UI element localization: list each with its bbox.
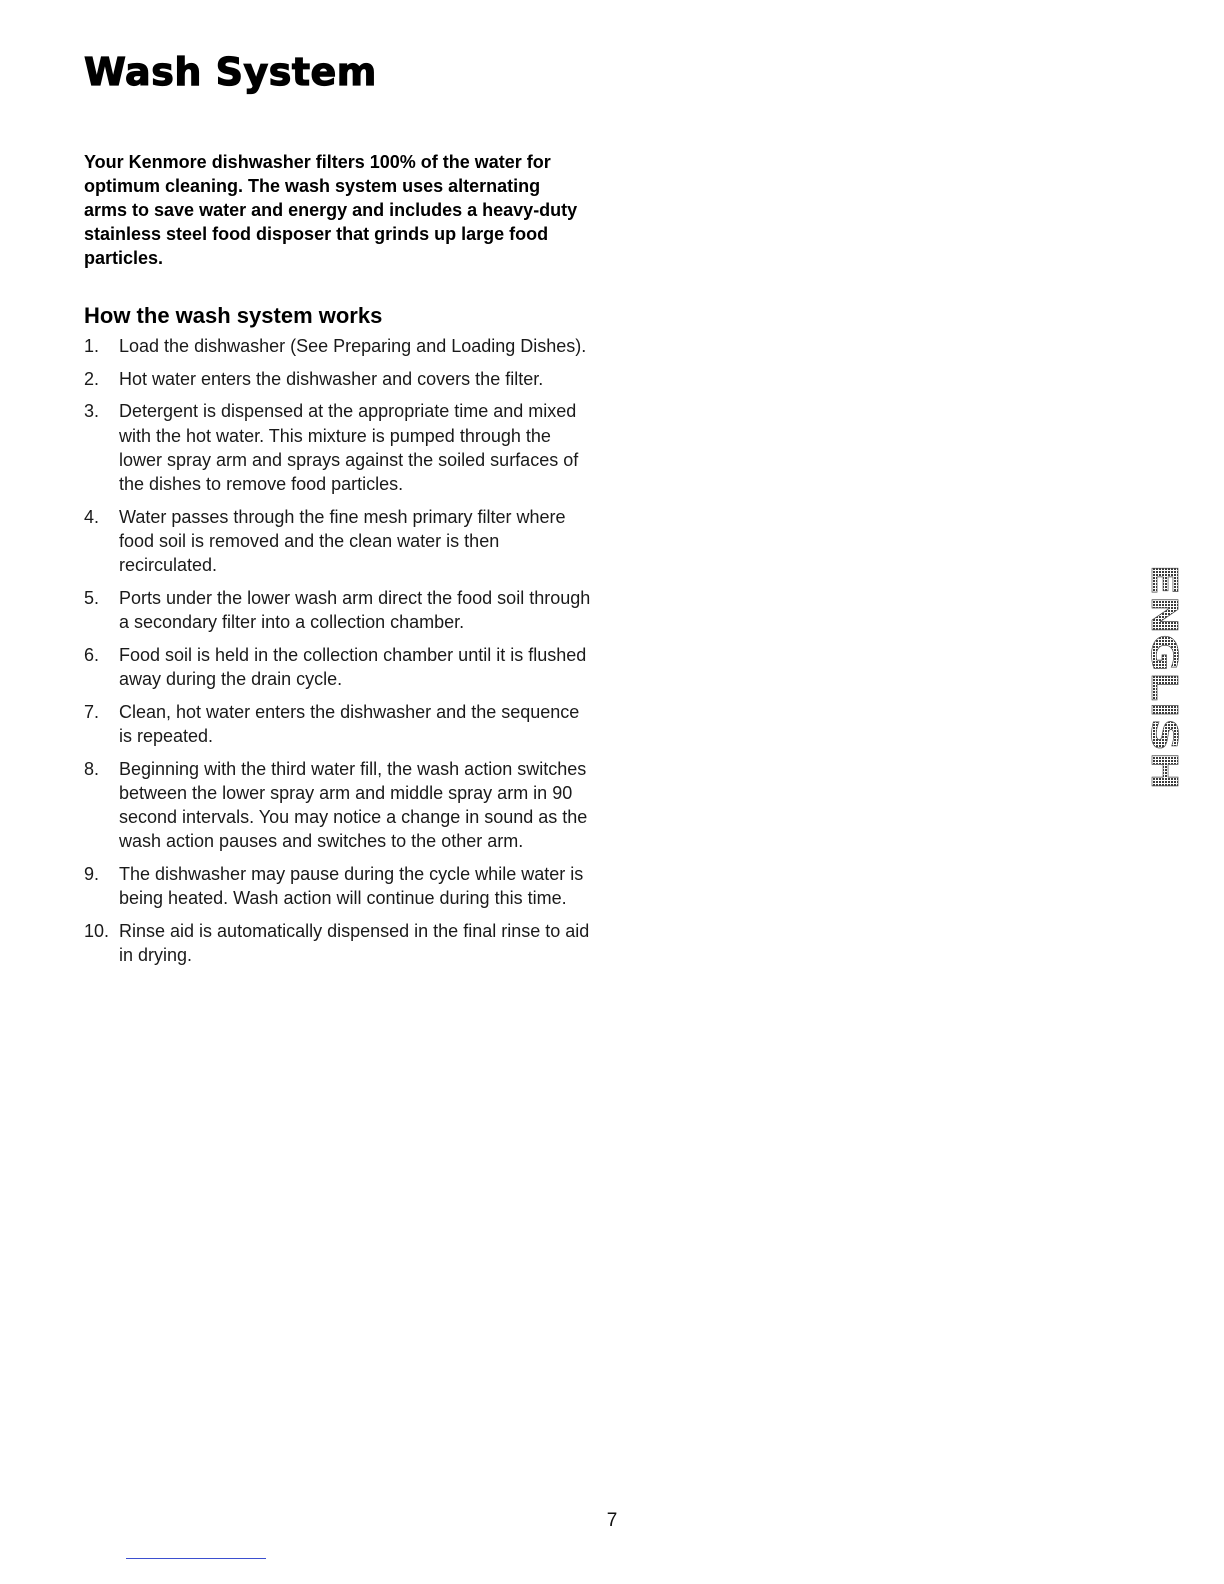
step-number: 6. — [84, 644, 100, 665]
step-number: 8. — [84, 758, 100, 779]
step-number: 4. — [84, 506, 100, 527]
intro-paragraph: Your Kenmore dishwasher filters 100% of the water for optimum cleaning. The wash system uses alternating arms to save water and energy and includes a heavy-duty stainless steel food disposer that grinds up large food particles. — [84, 152, 578, 268]
list-item — [84, 399, 594, 496]
step-number: 7. — [84, 701, 100, 722]
steps-list — [84, 334, 594, 976]
list-item — [84, 367, 594, 391]
section-heading: How the wash system works — [84, 303, 383, 328]
step-number: 3. — [84, 401, 100, 422]
footer-divider — [126, 1558, 266, 1559]
side-language-tab — [1143, 562, 1184, 792]
step-number: 1. — [84, 336, 100, 356]
step-text: Hot water enters the dishwasher and covers the filter. — [119, 368, 544, 389]
step-text: Food soil is held in the collection chamber until it is flushed away during the drain cycle. — [119, 644, 587, 689]
step-text: The dishwasher may pause during the cycle while water is being heated. Wash action will continue during this time. — [119, 863, 584, 909]
list-item — [84, 586, 594, 634]
step-text: Ports under the lower wash arm direct the food soil through a secondary filter into a collection chamber. — [119, 587, 591, 633]
page-title: Wash System — [84, 50, 377, 94]
step-number: 10. — [84, 920, 110, 941]
list-item — [84, 334, 594, 358]
step-text: Detergent is dispensed at the appropriate time and mixed with the hot water. This mixture is pumped through the lower spray arm and sprays against the soiled surfaces of the dishes to remove food particles. — [119, 401, 579, 495]
side-tab-text: ENGLISH — [1143, 564, 1184, 741]
list-item — [84, 643, 594, 691]
list-item — [84, 919, 594, 967]
step-text: Rinse aid is automatically dispensed in the final rinse to aid in drying. — [119, 920, 590, 965]
step-text: Load the dishwasher (See Preparing and Loading Dishes). — [119, 336, 587, 356]
step-number: 9. — [84, 863, 100, 884]
list-item — [84, 505, 594, 578]
list-item — [84, 757, 594, 854]
step-number: 5. — [84, 587, 100, 608]
step-text: Beginning with the third water fill, the wash action switches between the lower spray arm and middle spray arm in 90 second intervals. You may notice a change in sound as the wash action pauses and switches to the other arm. — [119, 758, 588, 852]
step-text: Water passes through the fine mesh primary filter where food soil is removed and the clean water is then recirculated. — [119, 506, 566, 576]
list-item — [84, 862, 594, 910]
page-number: 7 — [606, 1510, 618, 1531]
step-text: Clean, hot water enters the dishwasher and the sequence is repeated. — [119, 701, 580, 746]
list-item — [84, 700, 594, 748]
step-number: 2. — [84, 368, 100, 389]
